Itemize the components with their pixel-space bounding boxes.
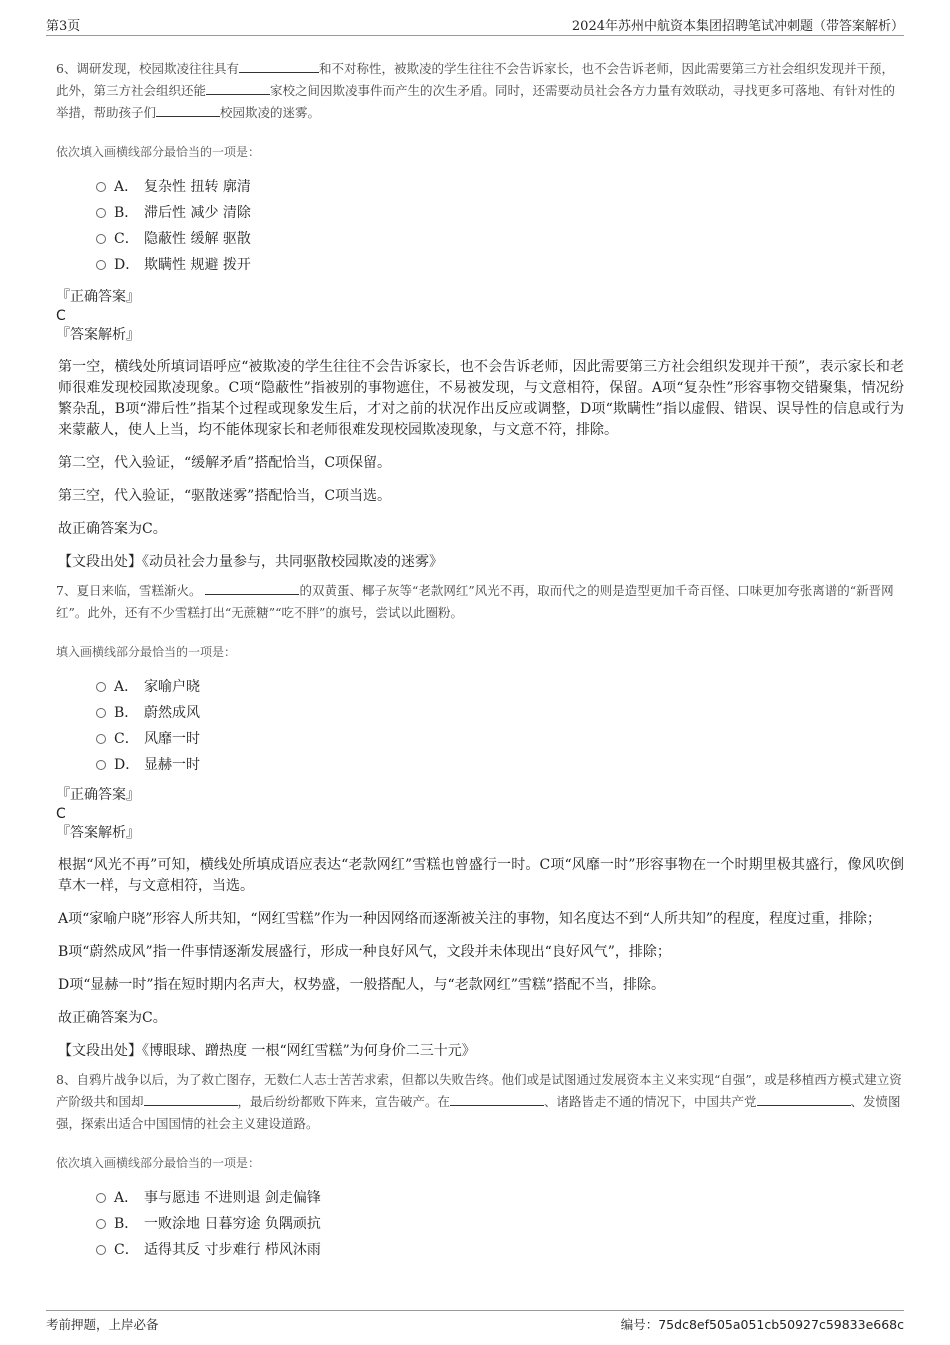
option-c[interactable] bbox=[96, 226, 904, 252]
analysis-paragraph: D项“显赫一时”指在短时期内名声大，权势盛，一般搭配人，与“老款网红”雪糕”搭配不当，排除。 bbox=[58, 977, 666, 993]
document-title: 2024年苏州中航资本集团招聘笔试冲刺题（带答案解析） bbox=[571, 19, 904, 34]
option-letter: A． bbox=[114, 1190, 139, 1206]
stem-text: 校园欺凌的迷雾。 bbox=[220, 105, 321, 120]
option-letter: C． bbox=[114, 231, 139, 247]
question-stem bbox=[56, 58, 904, 124]
radio-icon[interactable] bbox=[96, 708, 106, 718]
stem-text: 、诸路皆走不通的情况下，中国共产党 bbox=[544, 1094, 757, 1109]
analysis-paragraph: 故正确答案为C。 bbox=[58, 521, 167, 537]
question-stem bbox=[56, 1069, 904, 1135]
code-value: 75dc8ef505a051cb50927c59833e668c bbox=[658, 1317, 904, 1332]
option-d[interactable] bbox=[96, 252, 904, 278]
answer-value: C bbox=[56, 806, 66, 822]
option-letter: D． bbox=[114, 257, 140, 273]
option-text: 家喻户晓 bbox=[144, 679, 200, 695]
code-label: 编号： bbox=[620, 1317, 659, 1332]
analysis-paragraph: 故正确答案为C。 bbox=[58, 1010, 167, 1026]
option-list bbox=[96, 174, 904, 278]
radio-icon[interactable] bbox=[96, 760, 106, 770]
blank-line bbox=[239, 58, 319, 73]
radio-icon[interactable] bbox=[96, 1245, 106, 1255]
source-citation: 【文段出处】《动员社会力量参与，共同驱散校园欺凌的迷雾》 bbox=[58, 554, 443, 570]
blank-line bbox=[450, 1091, 544, 1106]
option-text: 适得其反 寸步难行 栉风沐雨 bbox=[144, 1242, 321, 1258]
question-6 bbox=[56, 58, 904, 572]
analysis-label: 『答案解析』 bbox=[56, 327, 140, 343]
option-d[interactable] bbox=[96, 752, 904, 778]
answer-value: C bbox=[56, 308, 66, 324]
option-letter: B． bbox=[114, 705, 139, 721]
radio-icon[interactable] bbox=[96, 234, 106, 244]
stem-text: 家校之间因欺凌事件而产生的次生矛盾。同时，还需要动员社会各方力量有效联动，寻找更多可落地、有针对性的举措，帮助孩子们 bbox=[56, 83, 896, 120]
option-text: 隐蔽性 缓解 驱散 bbox=[144, 231, 251, 247]
page-header bbox=[46, 13, 904, 36]
stem-text: 、发愤图强，探索出适合中国国情的社会主义建设道路。 bbox=[56, 1094, 901, 1131]
option-b[interactable] bbox=[96, 700, 904, 726]
stem-text: 的双黄蛋、椰子灰等“老款网红”风光不再，取而代之的则是造型更加千奇百怪、口味更加夸张离谱的“新晋网红”。此外，还有不少雪糕打出“无蔗糖”“吃不胖”的旗号，尝试以此圈粉。 bbox=[56, 583, 894, 620]
stem-text: ，最后纷纷都败下阵来，宣告破产。在 bbox=[237, 1094, 451, 1109]
blank-line bbox=[156, 102, 220, 117]
option-text: 欺瞒性 规避 拨开 bbox=[144, 257, 251, 273]
option-a[interactable] bbox=[96, 1185, 904, 1211]
option-c[interactable] bbox=[96, 726, 904, 752]
blank-line bbox=[206, 80, 270, 95]
stem-text: 6、调研发现，校园欺凌往往具有 bbox=[56, 61, 239, 76]
option-letter: A． bbox=[114, 179, 139, 195]
option-a[interactable] bbox=[96, 674, 904, 700]
analysis-paragraph: 根据“风光不再”可知，横线处所填成语应表达“老款网红”雪糕也曾盛行一时。C项“风靡一时”形容事物在一个时期里极其盛行，像风吹倒草木一样，与文意相符，当选。 bbox=[58, 857, 904, 894]
blank-line bbox=[205, 580, 299, 595]
option-letter: C． bbox=[114, 731, 139, 747]
question-8 bbox=[56, 1069, 904, 1263]
blank-line bbox=[144, 1091, 238, 1106]
option-letter: B． bbox=[114, 1216, 139, 1232]
option-letter: D． bbox=[114, 757, 140, 773]
page-footer bbox=[46, 1310, 904, 1333]
document-code bbox=[621, 1315, 904, 1333]
option-text: 显赫一时 bbox=[144, 757, 200, 773]
source-citation: 【文段出处】《博眼球、蹭热度 一根“网红雪糕”为何身价二三十元》 bbox=[58, 1043, 476, 1059]
analysis-label: 『答案解析』 bbox=[56, 825, 140, 841]
option-text: 事与愿违 不进则退 剑走偏锋 bbox=[144, 1190, 321, 1206]
main-content bbox=[56, 58, 904, 1263]
page-number: 第3页 bbox=[46, 19, 81, 34]
option-text: 复杂性 扭转 廓清 bbox=[144, 179, 251, 195]
radio-icon[interactable] bbox=[96, 1219, 106, 1229]
analysis-paragraph: 第三空，代入验证，“驱散迷雾”搭配恰当，C项当选。 bbox=[58, 488, 392, 504]
option-list bbox=[96, 1185, 904, 1263]
option-text: 一败涂地 日暮穷途 负隅顽抗 bbox=[144, 1216, 321, 1232]
stem-text: 和不对称性，被欺凌的学生往往不会告诉家长，也不会告诉老师，因此需要第三方社会组织发现并干预，此外，第三方社会组织还能 bbox=[56, 61, 894, 98]
option-text: 蔚然成风 bbox=[144, 705, 200, 721]
option-letter: A． bbox=[114, 679, 139, 695]
radio-icon[interactable] bbox=[96, 182, 106, 192]
option-c[interactable] bbox=[96, 1237, 904, 1263]
question-prompt: 填入画横线部分最恰当的一项是： bbox=[56, 645, 237, 659]
answer-label: 『正确答案』 bbox=[56, 289, 140, 305]
radio-icon[interactable] bbox=[96, 208, 106, 218]
blank-line bbox=[757, 1091, 851, 1106]
answer-label: 『正确答案』 bbox=[56, 787, 140, 803]
radio-icon[interactable] bbox=[96, 682, 106, 692]
stem-text: 7、夏日来临，雪糕渐火。 bbox=[56, 583, 202, 598]
footer-slogan: 考前押题，上岸必备 bbox=[46, 1317, 159, 1332]
stem-text: 8、自鸦片战争以后，为了救亡图存，无数仁人志士苦苦求索，但都以失败告终。他们或是试图通过发展资本主义来实现“自强”，或是移植西方模式建立资产阶级共和国却 bbox=[56, 1072, 902, 1109]
radio-icon[interactable] bbox=[96, 734, 106, 744]
radio-icon[interactable] bbox=[96, 1193, 106, 1203]
option-a[interactable] bbox=[96, 174, 904, 200]
question-prompt: 依次填入画横线部分最恰当的一项是： bbox=[56, 1156, 261, 1170]
option-b[interactable] bbox=[96, 1211, 904, 1237]
radio-icon[interactable] bbox=[96, 260, 106, 270]
option-text: 风靡一时 bbox=[144, 731, 200, 747]
analysis-paragraph: B项“蔚然成风”指一件事情逐渐发展盛行，形成一种良好风气，文段并未体现出“良好风气”，排除； bbox=[58, 944, 671, 960]
option-letter: C． bbox=[114, 1242, 139, 1258]
question-stem bbox=[56, 580, 904, 624]
option-list bbox=[96, 674, 904, 778]
option-b[interactable] bbox=[96, 200, 904, 226]
analysis-paragraph: A项“家喻户晓”形容人所共知，“网红雪糕”作为一种因网络而逐渐被关注的事物，知名度达不到“人所共知”的程度，程度过重，排除； bbox=[58, 911, 882, 927]
option-text: 滞后性 减少 清除 bbox=[144, 205, 251, 221]
analysis-paragraph: 第一空，横线处所填词语呼应“被欺凌的学生往往不会告诉家长，也不会告诉老师，因此需要第三方社会组织发现并干预”，表示家长和老师很难发现校园欺凌现象。C项“隐蔽性”指被别的事物遮住，不易被发现，与文意相符，保留。A项“复杂性”形容事物交错聚集，情况纷繁杂乱，B项“滞后性”指某个过程或现象发生后，才对之前的状况作出反应或调整，D项“欺瞒性”指以虚假、错误、误导性的信息或行为来蒙蔽人，使人上当，均不能体现家长和老师很难发现校园欺凌现象，与文意不符，排除。 bbox=[58, 359, 904, 438]
option-letter: B． bbox=[114, 205, 139, 221]
question-prompt: 依次填入画横线部分最恰当的一项是： bbox=[56, 145, 261, 159]
question-7 bbox=[56, 580, 904, 1061]
analysis-paragraph: 第二空，代入验证，“缓解矛盾”搭配恰当，C项保留。 bbox=[58, 455, 392, 471]
